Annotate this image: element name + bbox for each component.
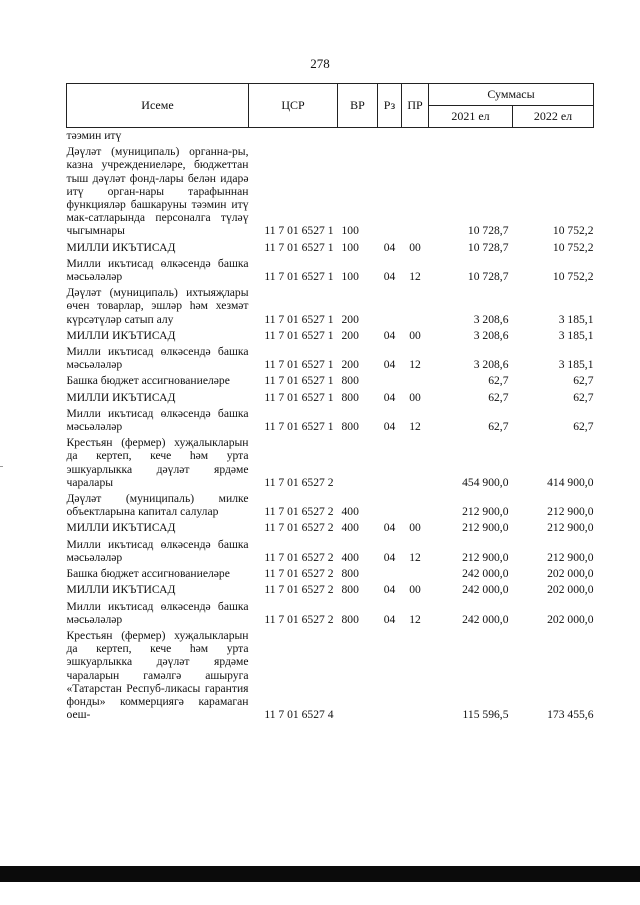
row-vr [338,628,378,723]
row-csr: 11 7 01 6527 1 [264,420,334,434]
row-vr: 200 [341,312,359,326]
row-value-2021 [429,128,513,145]
row-value-2021: 242 000,0 [462,612,509,626]
row-csr: 11 7 01 6527 2 [264,567,334,581]
row-value-2021: 242 000,0 [462,567,509,581]
row-name: Милли икътисад өлкәсендә башка мәсьәләләр [66,406,249,434]
row-value-2022: 62,7 [573,390,594,404]
row-value-2022: 3 185,1 [558,328,594,342]
budget-table [66,83,594,723]
row-pr: 00 [409,240,421,254]
row-pr: 00 [409,521,421,535]
row-vr: 100 [341,240,359,254]
row-vr [338,435,378,491]
row-name: Башка бюджет ассигнованиеләре [66,374,230,388]
row-value-2021: 212 900,0 [462,505,509,519]
row-rz [378,373,402,389]
row-csr: 11 7 01 6527 1 [264,374,334,388]
row-rz [378,285,402,328]
row-name: МИЛЛИ ИКЪТИСАД [66,583,176,597]
row-csr: 11 7 01 6527 1 [264,240,334,254]
row-rz: 04 [383,420,396,434]
table-row [67,435,594,491]
row-csr: 11 7 01 6527 1 [264,270,334,284]
row-value-2022: 10 752,2 [552,224,594,238]
table-row [67,599,594,628]
header-year-2021: 2021 ел [429,106,513,128]
row-value-2021: 454 900,0 [462,475,509,489]
table-row [67,256,594,285]
header-pr: ПР [402,84,429,128]
table-row [67,144,594,239]
row-vr: 800 [341,567,359,581]
row-name: Крестьян (фермер) хуҗалыкларын да кертеп, кече һәм урта эшкуарлыкка дәүләт ярдәме чаралары [66,436,249,489]
row-name: Дәүләт (муниципаль) ихтыяҗлары өчен товарлар, эшләр һәм хезмәт күрсәтүләр сатып алу [66,286,249,326]
row-value-2021: 115 596,5 [462,708,509,722]
row-csr: 11 7 01 6527 1 [264,358,334,372]
row-csr: 11 7 01 6527 2 [264,612,334,626]
row-value-2022: 414 900,0 [547,475,594,489]
row-name: Башка бюджет ассигнованиеләре [66,567,230,581]
row-name: МИЛЛИ ИКЪТИСАД [66,240,176,254]
row-pr: 12 [409,550,421,564]
row-pr: 00 [409,328,421,342]
header-vr: ВР [338,84,378,128]
row-pr [402,373,429,389]
table-row [67,328,594,344]
row-vr: 400 [341,521,359,535]
scan-bottom-bar [0,866,640,882]
row-rz [378,144,402,239]
table-row [67,406,594,435]
row-name: тәэмин итү [66,129,122,142]
row-rz: 04 [383,270,396,284]
row-rz [378,566,402,582]
row-rz: 04 [383,328,396,342]
header-year-2022: 2022 ел [513,106,594,128]
row-csr: 11 7 01 6527 2 [264,521,334,535]
row-value-2021: 10 728,7 [467,224,509,238]
table-row [67,240,594,256]
row-value-2021: 62,7 [488,390,509,404]
row-name: Милли икътисад өлкәсендә башка мәсьәләләр [66,256,249,284]
row-pr: 12 [409,358,421,372]
row-value-2022: 173 455,6 [547,708,594,722]
row-rz: 04 [383,390,396,404]
row-pr [402,128,429,145]
table-row [67,582,594,598]
table-row [67,373,594,389]
row-csr: 11 7 01 6527 2 [264,550,334,564]
row-csr: 11 7 01 6527 2 [264,583,334,597]
row-vr: 200 [341,328,359,342]
row-value-2022: 202 000,0 [547,612,594,626]
table-row [67,390,594,406]
row-vr: 100 [341,270,359,284]
row-pr [402,285,429,328]
row-name: Милли икътисад өлкәсендә башка мәсьәләләр [66,599,249,626]
row-rz [378,491,402,520]
row-rz: 04 [383,521,396,535]
row-csr: 11 7 01 6527 1 [264,224,334,238]
row-pr: 00 [409,583,421,597]
row-value-2021: 212 900,0 [462,521,509,535]
row-name: МИЛЛИ ИКЪТИСАД [66,390,176,404]
row-rz [378,628,402,723]
row-value-2021: 212 900,0 [462,550,509,564]
row-pr [402,628,429,723]
header-csr: ЦСР [249,84,338,128]
row-value-2022: 212 900,0 [547,550,594,564]
row-vr: 800 [341,374,359,388]
row-value-2022: 202 000,0 [547,583,594,597]
row-value-2022: 3 185,1 [558,358,594,372]
row-vr: 100 [341,224,359,238]
row-value-2021: 10 728,7 [467,270,509,284]
table-row [67,128,594,145]
table-row [67,537,594,566]
header-rz: Рз [378,84,402,128]
row-rz [378,128,402,145]
row-pr [402,491,429,520]
table-row [67,491,594,520]
row-value-2021: 62,7 [488,420,509,434]
row-pr [402,435,429,491]
row-value-2022: 10 752,2 [552,240,594,254]
row-vr [338,128,378,145]
row-csr: 11 7 01 6527 1 [264,312,334,326]
row-csr [249,128,338,145]
row-csr: 11 7 01 6527 4 [264,708,334,722]
row-value-2022: 3 185,1 [558,312,594,326]
row-rz: 04 [383,240,396,254]
row-csr: 11 7 01 6527 2 [264,505,334,519]
row-rz: 04 [383,612,396,626]
row-name: Крестьян (фермер) хуҗалыкларын да кертеп, кече һәм урта эшкуарлыкка дәүләт ярдәме чараларын гамәлгә ашыруга «Татарстан Респуб-ликасы гарантия фонды» коммерциягә карамаган оеш- [66,628,249,722]
row-value-2022: 212 900,0 [547,521,594,535]
row-csr: 11 7 01 6527 2 [264,475,334,489]
row-csr: 11 7 01 6527 1 [264,328,334,342]
row-value-2022: 62,7 [573,420,594,434]
table-row [67,344,594,373]
header-name: Исеме [67,84,249,128]
row-rz: 04 [383,583,396,597]
row-pr: 12 [409,420,421,434]
row-rz [378,435,402,491]
row-rz: 04 [383,550,396,564]
page-number: 278 [310,56,330,71]
row-name: Милли икътисад өлкәсендә башка мәсьәләләр [66,345,249,372]
margin-mark [0,466,3,467]
row-name: МИЛЛИ ИКЪТИСАД [66,521,176,535]
row-value-2022: 212 900,0 [547,505,594,519]
row-value-2021: 3 208,6 [473,328,509,342]
row-value-2022: 62,7 [573,374,594,388]
row-name: Милли икътисад өлкәсендә башка мәсьәләләр [66,537,249,564]
table-row [67,285,594,328]
row-value-2021: 3 208,6 [473,312,509,326]
row-value-2022: 202 000,0 [547,567,594,581]
row-value-2021: 242 000,0 [462,583,509,597]
row-value-2021: 10 728,7 [467,240,509,254]
row-csr: 11 7 01 6527 1 [264,390,334,404]
row-name: Дәүләт (муниципаль) милке объектларына капитал салулар [66,492,249,519]
header-sums: Суммасы [429,84,594,106]
table-row [67,628,594,723]
row-vr: 200 [341,358,359,372]
row-pr [402,566,429,582]
row-rz: 04 [383,358,396,372]
row-value-2022: 10 752,2 [552,270,594,284]
row-pr: 12 [409,612,421,626]
row-value-2021: 3 208,6 [473,358,509,372]
row-name: МИЛЛИ ИКЪТИСАД [66,328,176,342]
row-value-2022 [513,128,594,145]
row-pr: 00 [409,390,421,404]
row-vr: 800 [341,420,359,434]
row-pr: 12 [409,270,421,284]
row-vr: 400 [341,550,359,564]
row-value-2021: 62,7 [488,374,509,388]
row-vr: 800 [341,612,359,626]
table-row [67,520,594,536]
row-pr [402,144,429,239]
row-vr: 800 [341,390,359,404]
table-body [67,128,594,724]
row-name: Дәүләт (муниципаль) органна-ры, казна учреждениеләре, бюджеттан тыш дәүләт фонд-лары белән идарә итү орган-нары тарафыннан функцияләр башкаруны тәэмин итү мак-сатларында персоналга түләү чыгымнары [66,145,249,238]
row-vr: 800 [341,583,359,597]
row-vr: 400 [341,505,359,519]
table-row [67,566,594,582]
